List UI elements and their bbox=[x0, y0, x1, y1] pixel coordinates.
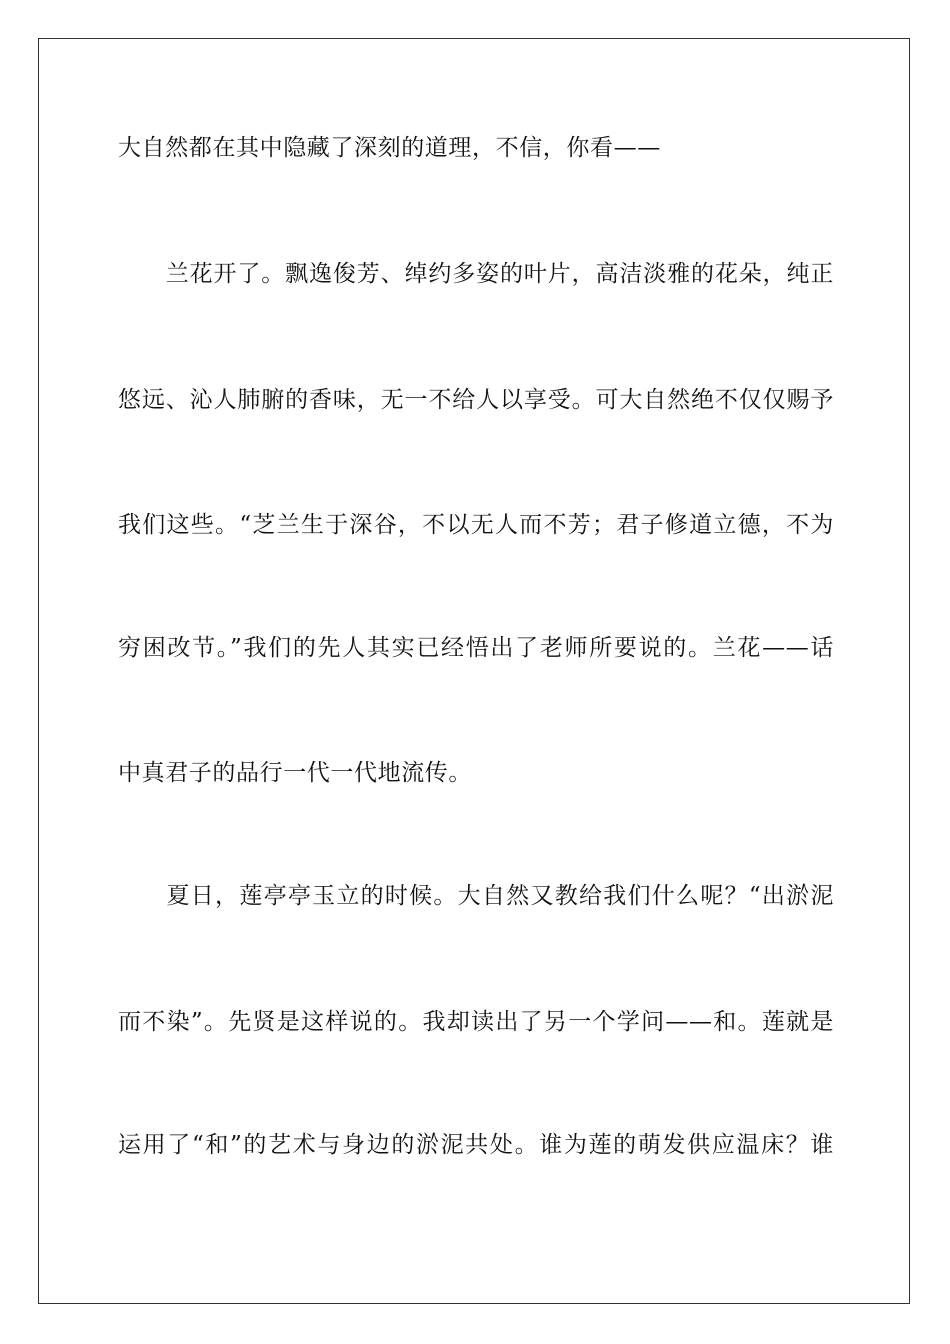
text-line-9: 运用了“和”的艺术与身边的淤泥共处。谁为莲的萌发供应温床？谁 bbox=[118, 1132, 834, 1158]
text-line-6: 中真君子的品行一代一代地流传。 bbox=[118, 760, 472, 786]
text-line-2: 兰花开了。飘逸俊芳、绰约多姿的叶片，高洁淡雅的花朵，纯正 bbox=[118, 261, 834, 287]
text-line-7: 夏日，莲亭亭玉立的时候。大自然又教给我们什么呢？“出淤泥 bbox=[118, 883, 834, 909]
page-border bbox=[38, 38, 910, 1304]
text-line-4: 我们这些。“芝兰生于深谷，不以无人而不芳；君子修道立德，不为 bbox=[118, 512, 834, 538]
text-line-8: 而不染”。先贤是这样说的。我却读出了另一个学问——和。莲就是 bbox=[118, 1009, 834, 1035]
text-line-5: 穷困改节。”我们的先人其实已经悟出了老师所要说的。兰花——话 bbox=[118, 635, 834, 661]
text-line-3: 悠远、沁人肺腑的香味，无一不给人以享受。可大自然绝不仅仅赐予 bbox=[118, 387, 834, 413]
text-line-1: 大自然都在其中隐藏了深刻的道理，不信，你看—— bbox=[118, 135, 661, 161]
